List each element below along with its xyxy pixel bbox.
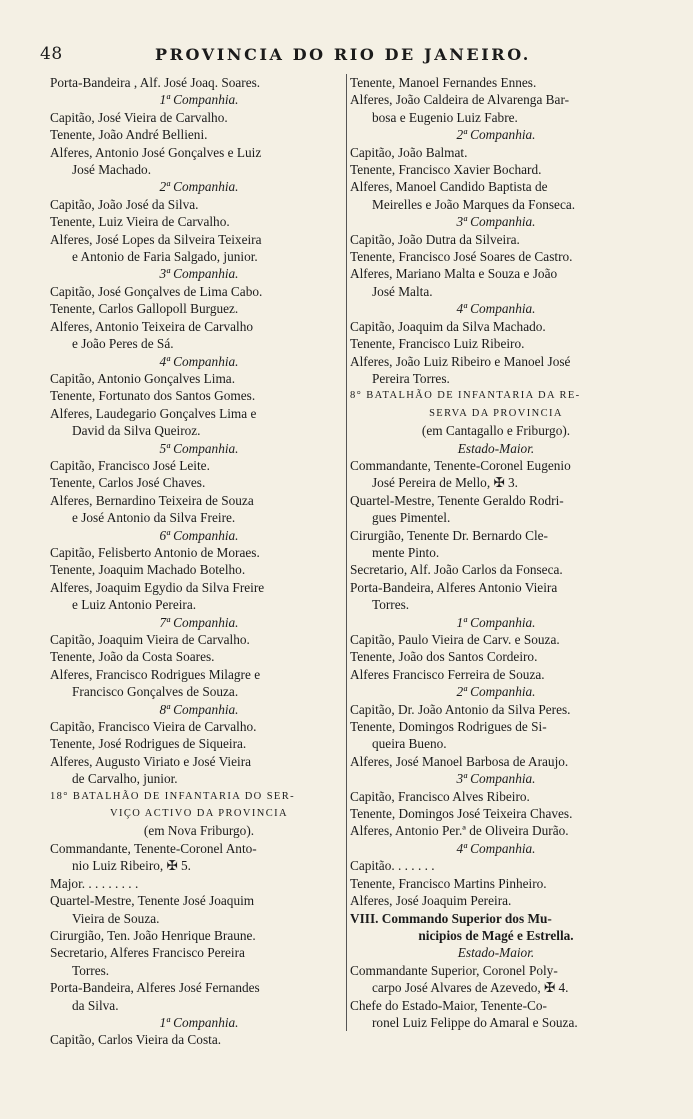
text-line: Alferes, João Luiz Ribeiro e Manoel José <box>350 353 571 369</box>
text-line: José Machado. <box>72 162 152 178</box>
text-line: Tenente, Francisco José Soares de Castro. <box>350 249 573 265</box>
text-line: Capitão, Francisco José Leite. <box>50 457 210 473</box>
text-line: Capitão, José Gonçalves de Lima Cabo. <box>50 283 263 299</box>
text-line: Tenente, Luiz Vieira de Carvalho. <box>50 214 230 230</box>
text-line: Secretario, Alf. João Carlos da Fonseca. <box>350 562 563 578</box>
text-line: José Malta. <box>372 283 433 299</box>
text-line: Alferes Francisco Ferreira de Souza. <box>350 666 545 682</box>
text-line: Quartel-Mestre, Tenente José Joaquim <box>50 893 255 909</box>
text-line: 2ª Companhia. <box>456 684 536 700</box>
text-line: Commandante Superior, Coronel Poly- <box>350 962 558 978</box>
text-line: 3ª Companhia. <box>159 266 239 282</box>
text-line: 1ª Companhia. <box>159 1014 239 1030</box>
text-line: Francisco Gonçalves de Souza. <box>72 684 239 700</box>
text-line: Alferes, Manoel Candido Baptista de <box>350 179 548 195</box>
text-line: Alferes, José Lopes da Silveira Teixeira <box>50 231 262 247</box>
text-line: Alferes, José Manoel Barbosa de Araujo. <box>350 753 569 769</box>
text-line: 1ª Companhia. <box>456 614 536 630</box>
text-line: 7ª Companhia. <box>159 614 239 630</box>
text-line: Tenente, João da Costa Soares. <box>50 649 215 665</box>
text-line: Capitão, Francisco Alves Ribeiro. <box>350 788 530 804</box>
text-line: Alferes, João Caldeira de Alvarenga Bar- <box>350 92 570 108</box>
text-line: SERVA DA PROVINCIA <box>429 407 563 419</box>
text-line: Torres. <box>72 962 110 978</box>
text-line: José Pereira de Mello, ✠ 3. <box>372 475 518 491</box>
text-line: e João Peres de Sá. <box>72 336 174 352</box>
text-line: nicipios de Magé e Estrella. <box>418 927 574 943</box>
text-line: Capitão. . . . . . . <box>350 858 435 874</box>
text-line: Tenente, Domingos Rodrigues de Si- <box>350 719 547 735</box>
text-line: Estado-Maior. <box>457 440 535 456</box>
text-line: Torres. <box>372 597 410 613</box>
text-line: e Antonio de Faria Salgado, junior. <box>72 249 258 265</box>
text-line: da Silva. <box>72 997 119 1013</box>
text-line: Tenente, Manoel Fernandes Ennes. <box>350 75 537 90</box>
text-line: Tenente, Joaquim Machado Botelho. <box>50 562 246 578</box>
text-line: Capitão, Carlos Vieira da Costa. <box>50 1032 222 1048</box>
text-line: Meirelles e João Marques da Fonseca. <box>372 196 576 212</box>
text-line: Tenente, Francisco Martins Pinheiro. <box>350 875 547 891</box>
page-header <box>40 44 650 70</box>
text-line: Tenente, Carlos José Chaves. <box>50 475 206 491</box>
text-line: Porta-Bandeira, Alferes José Fernandes <box>50 980 260 996</box>
text-line: Alferes, Augusto Viriato e José Vieira <box>50 753 252 769</box>
text-line: Porta-Bandeira, Alferes Antonio Vieira <box>350 579 558 595</box>
text-line: Alferes, Mariano Malta e Souza e João <box>350 266 558 282</box>
text-line: Capitão, João José da Silva. <box>50 196 199 212</box>
text-line: Tenente, José Rodrigues de Siqueira. <box>50 736 247 752</box>
text-line: VIII. Commando Superior dos Mu- <box>350 910 552 926</box>
text-line: Tenente, João André Bellieni. <box>50 127 208 143</box>
text-line: Vieira de Souza. <box>72 910 160 926</box>
text-line: Estado-Maior. <box>457 945 535 961</box>
page-title: PROVINCIA DO RIO DE JANEIRO. <box>155 45 531 64</box>
text-line: 2ª Companhia. <box>159 179 239 195</box>
text-line: 8ª Companhia. <box>159 701 239 717</box>
text-line: queira Bueno. <box>372 736 447 752</box>
right-column <box>346 74 642 1031</box>
text-line: Tenente, João dos Santos Cordeiro. <box>350 649 538 665</box>
text-line: 4ª Companhia. <box>456 840 536 856</box>
text-line: Alferes, Antonio Teixeira de Carvalho <box>50 318 254 334</box>
text-line: ronel Luiz Felippe do Amaral e Souza. <box>372 1014 578 1030</box>
text-line: Capitão, Francisco Vieira de Carvalho. <box>50 719 257 735</box>
text-line: 4ª Companhia. <box>456 301 536 317</box>
text-line: Cirurgião, Tenente Dr. Bernardo Cle- <box>350 527 548 543</box>
text-line: de Carvalho, junior. <box>72 771 178 787</box>
text-line: Tenente, Francisco Xavier Bochard. <box>350 162 542 178</box>
text-line: bosa e Eugenio Luiz Fabre. <box>372 109 518 125</box>
text-line: Chefe do Estado-Maior, Tenente-Co- <box>350 997 547 1013</box>
text-line: VIÇO ACTIVO DA PROVINCIA <box>110 808 288 820</box>
text-line: Tenente, Francisco Luiz Ribeiro. <box>350 336 525 352</box>
text-line: Alferes, Antonio Per.ª de Oliveira Durão. <box>350 823 569 839</box>
text-line: (em Cantagallo e Friburgo). <box>421 423 571 439</box>
text-line: 4ª Companhia. <box>159 353 239 369</box>
text-line: Capitão, Joaquim da Silva Machado. <box>350 318 546 334</box>
text-line: Capitão, José Vieira de Carvalho. <box>50 109 228 125</box>
text-line: 5ª Companhia. <box>159 440 239 456</box>
text-line: e Luiz Antonio Pereira. <box>72 597 197 613</box>
text-line: Pereira Torres. <box>372 370 450 386</box>
text-line: Capitão, Paulo Vieira de Carv. e Souza. <box>350 632 560 647</box>
text-line: Tenente, Fortunato dos Santos Gomes. <box>50 388 256 404</box>
text-line: Major. . . . . . . . . <box>50 875 139 891</box>
text-line: 3ª Companhia. <box>456 214 536 230</box>
left-column <box>50 74 348 1049</box>
text-line: 18° BATALHÃO DE INFANTARIA DO SER- <box>50 790 296 802</box>
text-line: 6ª Companhia. <box>159 527 239 543</box>
text-line: Capitão, Joaquim Vieira de Carvalho. <box>50 632 250 647</box>
text-line: Alferes, Francisco Rodrigues Milagre e <box>50 666 261 682</box>
text-line: Tenente, Domingos José Teixeira Chaves. <box>350 806 573 822</box>
page-number: 48 <box>40 44 63 64</box>
text-line: e José Antonio da Silva Freire. <box>72 510 236 526</box>
text-line: Alferes, Antonio José Gonçalves e Luiz <box>50 144 262 160</box>
text-line: Quartel-Mestre, Tenente Geraldo Rodri- <box>350 492 564 508</box>
text-line: 2ª Companhia. <box>456 127 536 143</box>
text-line: David da Silva Queiroz. <box>72 423 201 439</box>
text-line: Capitão, Felisberto Antonio de Moraes. <box>50 544 260 560</box>
text-line: Alferes, Joaquim Egydio da Silva Freire <box>50 579 265 595</box>
text-line: Alferes, Laudegario Gonçalves Lima e <box>50 405 257 421</box>
text-line: Commandante, Tenente-Coronel Anto- <box>50 840 257 856</box>
text-line: 1ª Companhia. <box>159 92 239 108</box>
text-line: Alferes, Bernardino Teixeira de Souza <box>50 492 254 508</box>
text-line: Capitão, João Balmat. <box>350 144 468 160</box>
text-line: Capitão, Dr. João Antonio da Silva Peres. <box>350 701 571 717</box>
text-line: (em Nova Friburgo). <box>143 823 255 839</box>
text-line: Secretario, Alferes Francisco Pereira <box>50 945 245 961</box>
text-line: gues Pimentel. <box>372 510 451 526</box>
text-line: Tenente, Carlos Gallopoll Burguez. <box>50 301 239 317</box>
text-line: Capitão, Antonio Gonçalves Lima. <box>50 370 236 386</box>
text-line: 8° BATALHÃO DE INFANTARIA DA RE- <box>350 390 581 402</box>
text-line: Commandante, Tenente-Coronel Eugenio <box>350 457 571 473</box>
text-line: 3ª Companhia. <box>456 771 536 787</box>
text-line: nio Luiz Ribeiro, ✠ 5. <box>72 858 191 874</box>
text-line: Capitão, João Dutra da Silveira. <box>350 231 520 247</box>
text-line: carpo José Alvares de Azevedo, ✠ 4. <box>372 980 569 996</box>
text-line: mente Pinto. <box>372 544 440 560</box>
text-line: Cirurgião, Ten. João Henrique Braune. <box>50 927 256 943</box>
text-line: Alferes, José Joaquim Pereira. <box>350 893 512 909</box>
text-line: Porta-Bandeira , Alf. José Joaq. Soares. <box>50 75 261 90</box>
